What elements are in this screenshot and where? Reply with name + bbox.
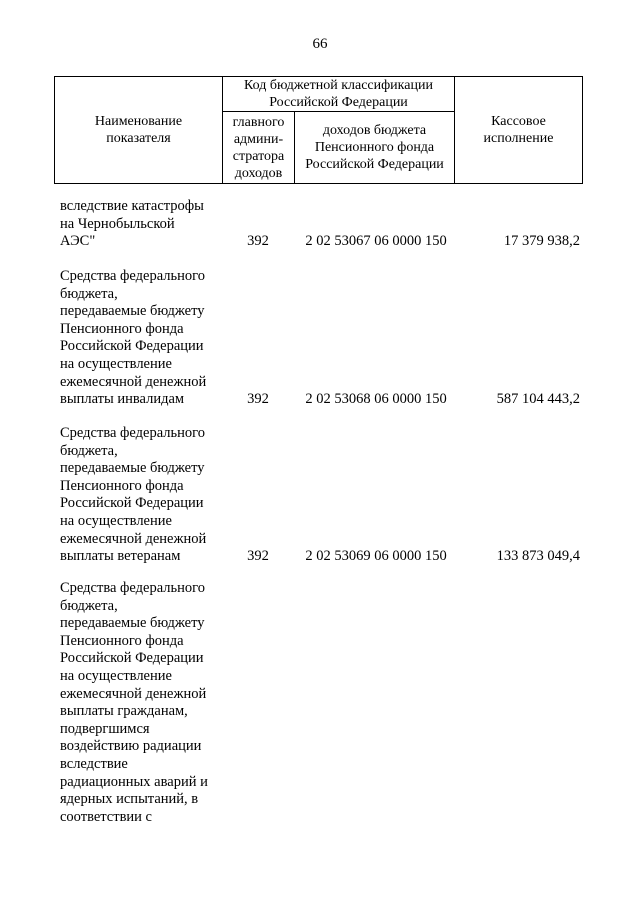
name-line: бюджета, [60,597,118,614]
name-line: радиационных аварий и [60,773,208,790]
name-line: передаваемые бюджету [60,303,205,320]
row-income-code: 2 02 53068 06 0000 150 [305,391,447,407]
header-income-column: доходов бюджета Пенсионного фонда Российской Федерации [295,112,455,184]
name-line: Российской Федерации [60,338,204,355]
name-line: ежемесячной денежной [60,685,207,702]
name-line: на осуществление [60,667,172,684]
name-line: бюджета, [60,285,118,302]
name-line: выплаты гражданам, [60,703,188,720]
name-line: подвергшимся [60,720,150,737]
row-income-code: 2 02 53067 06 0000 150 [305,233,447,249]
row-amount: 17 379 938,2 [503,233,580,249]
row-income-code: 2 02 53069 06 0000 150 [305,548,447,564]
header-admin-column: главного админи-стратора доходов [223,112,295,184]
name-line: на осуществление [60,355,172,372]
row-admin-code: 392 [247,548,269,564]
name-line: АЭС" [60,233,96,250]
header-amount-column: Кассовое исполнение [455,77,583,184]
name-line: вследствие катастрофы [60,198,204,214]
row-admin-code: 392 [247,233,269,249]
row-amount: 587 104 443,2 [496,391,580,407]
name-line: ежемесячной денежной [60,530,207,547]
name-line: ежемесячной денежной [60,373,207,390]
name-line: ядерных испытаний, в [60,791,199,808]
name-line: Пенсионного фонда [60,632,184,649]
name-line: передаваемые бюджету [60,615,205,632]
name-line: на осуществление [60,512,172,529]
name-line: Средства федерального [60,425,205,441]
name-line: на Чернобыльской [60,215,175,232]
name-line: передаваемые бюджету [60,460,205,477]
row-name [60,580,230,826]
name-line: Пенсионного фонда [60,477,184,494]
name-line: вследствие [60,755,128,772]
name-line: воздействию радиации [60,738,202,755]
row-admin-code: 392 [247,391,269,407]
name-line: Средства федерального [60,580,205,596]
row-name [60,268,230,409]
header-name-column: Наименование показателя [55,77,223,184]
name-line: выплаты ветеранам [60,548,181,565]
row-amount: 133 873 049,4 [496,548,580,564]
table-header [54,76,583,184]
row-name [60,198,230,251]
name-line: Пенсионного фонда [60,320,184,337]
name-line: выплаты инвалидам [60,391,185,408]
header-code-group: Код бюджетной классификации Российской Федерации [223,77,455,112]
name-line: Российской Федерации [60,650,204,667]
page-number: 66 [312,36,328,52]
name-line: Средства федерального [60,268,205,284]
name-line: бюджета, [60,442,118,459]
name-line: соответствии с [60,808,152,825]
row-name [60,425,230,566]
name-line: Российской Федерации [60,495,204,512]
